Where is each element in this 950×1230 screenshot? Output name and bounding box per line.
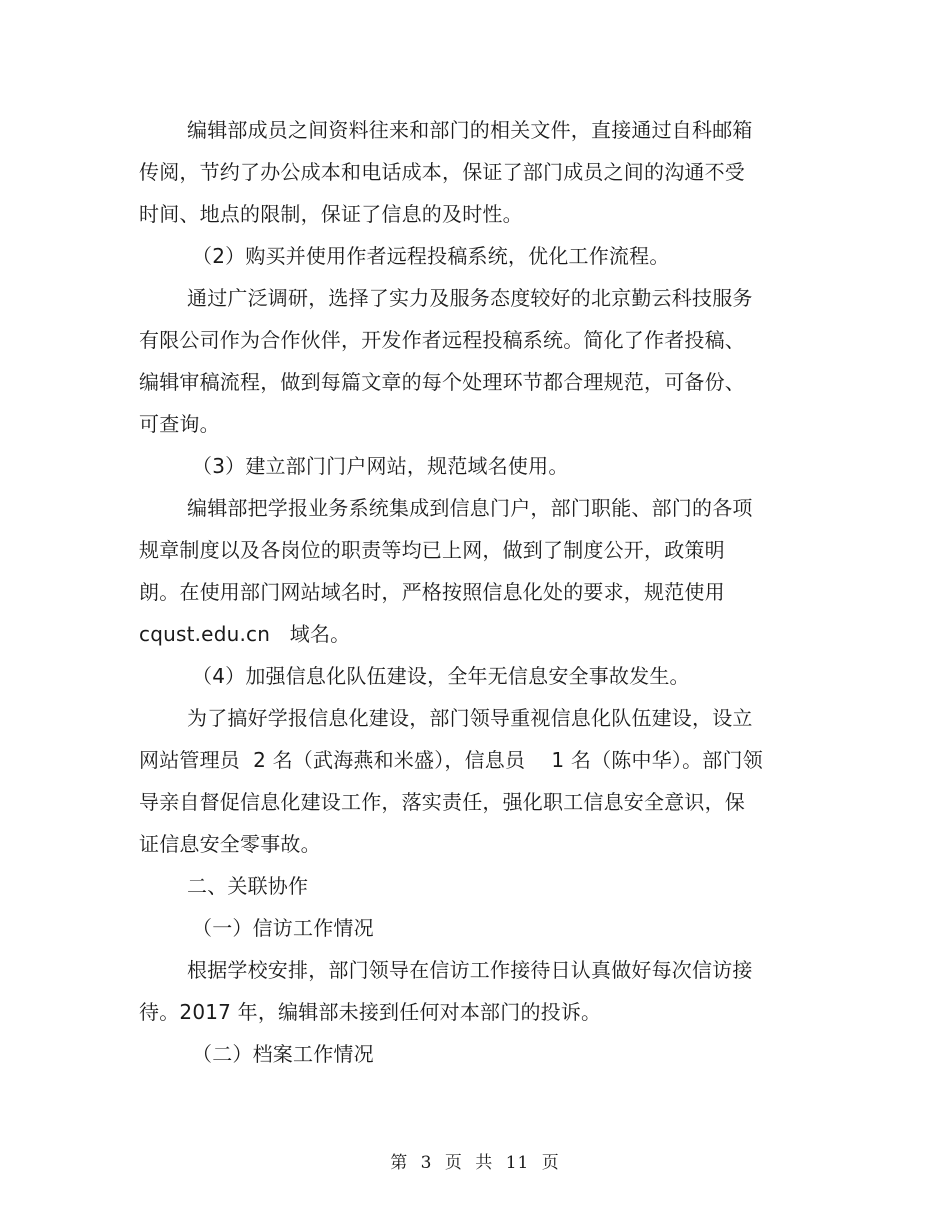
chapter-heading: 二、关联协作 bbox=[187, 874, 309, 898]
paragraph-line: 网站管理员 2 名（武海燕和米盛），信息员 1 名（陈中华）。部门领 bbox=[139, 748, 763, 772]
page-number-footer: 第 3 页 共 11 页 bbox=[390, 1153, 560, 1173]
section-heading: （3）建立部门门户网站，规范域名使用。 bbox=[192, 454, 569, 478]
section-heading: （4）加强信息化队伍建设，全年无信息安全事故发生。 bbox=[192, 664, 690, 688]
paragraph-line: 导亲自督促信息化建设工作，落实责任，强化职工信息安全意识，保 bbox=[139, 790, 745, 814]
paragraph-line: 有限公司作为合作伙伴，开发作者远程投稿系统。简化了作者投稿、 bbox=[139, 328, 745, 352]
paragraph-line: 待。2017 年，编辑部未接到任何对本部门的投诉。 bbox=[139, 1000, 602, 1024]
paragraph-line: 时间、地点的限制，保证了信息的及时性。 bbox=[139, 202, 523, 226]
section-heading: （一）信访工作情况 bbox=[192, 916, 374, 940]
paragraph-line: 编辑部成员之间资料往来和部门的相关文件，直接通过自科邮箱 bbox=[187, 118, 753, 142]
paragraph-line: 通过广泛调研，选择了实力及服务态度较好的北京勤云科技服务 bbox=[187, 286, 753, 310]
paragraph-line: 根据学校安排，部门领导在信访工作接待日认真做好每次信访接 bbox=[187, 958, 753, 982]
paragraph-line: 证信息安全零事故。 bbox=[139, 832, 321, 856]
paragraph-line: cqust.edu.cn 域名。 bbox=[139, 622, 351, 646]
paragraph-line: 传阅，节约了办公成本和电话成本，保证了部门成员之间的沟通不受 bbox=[139, 160, 745, 184]
paragraph-line: 规章制度以及各岗位的职责等均已上网，做到了制度公开，政策明 bbox=[139, 538, 725, 562]
paragraph-line: 可查询。 bbox=[139, 412, 220, 436]
paragraph-line: 为了搞好学报信息化建设，部门领导重视信息化队伍建设，设立 bbox=[187, 706, 753, 730]
paragraph-line: 朗。在使用部门网站域名时，严格按照信息化处的要求，规范使用 bbox=[139, 580, 725, 604]
section-heading: （2）购买并使用作者远程投稿系统，优化工作流程。 bbox=[192, 244, 670, 268]
section-heading: （二）档案工作情况 bbox=[192, 1042, 374, 1066]
paragraph-line: 编辑审稿流程，做到每篇文章的每个处理环节都合理规范，可备份、 bbox=[139, 370, 745, 394]
paragraph-line: 编辑部把学报业务系统集成到信息门户，部门职能、部门的各项 bbox=[187, 496, 753, 520]
